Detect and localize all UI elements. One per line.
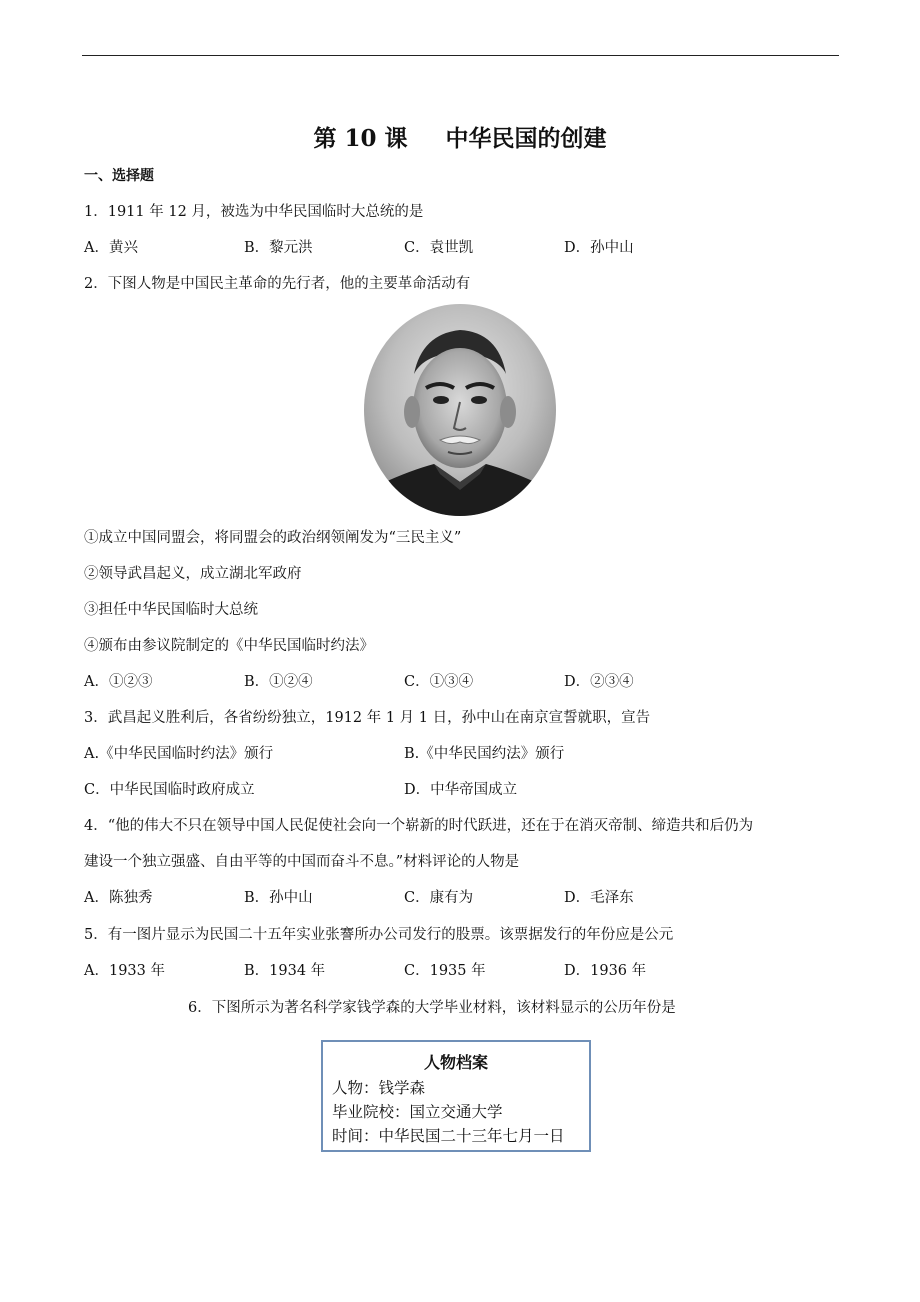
lesson-number: 第 10 课	[313, 125, 408, 152]
option-a: A．黄兴	[84, 240, 138, 256]
option-a: A.《中华民国临时约法》颁行	[84, 746, 274, 762]
question-6-stem: 6．下图所示为著名科学家钱学森的大学毕业材料，该材料显示的公历年份是	[188, 1000, 676, 1016]
question-3-stem: 3．武昌起义胜利后，各省纷纷独立，1912 年 1 月 1 日，孙中山在南京宣誓就职，宣告	[84, 710, 651, 726]
option-c: C．中华民国临时政府成立	[84, 782, 255, 798]
option-a: A．1933 年	[84, 963, 165, 979]
question-4-stem-line1: 4．“他的伟大不只在领导中国人民促使社会向一个崭新的时代跃进，还在于在消灭帝制、缔造共和后仍为	[84, 818, 754, 834]
option-d: D．中华帝国成立	[404, 782, 518, 798]
portrait-photo	[364, 304, 556, 516]
header-rule	[82, 55, 839, 56]
option-b: B．1934 年	[244, 963, 326, 979]
question-2-stem: 2．下图人物是中国民主革命的先行者，他的主要革命活动有	[84, 276, 471, 292]
card-time: 时间：中华民国二十三年七月一日	[332, 1127, 565, 1145]
card-school: 毕业院校：国立交通大学	[332, 1103, 503, 1121]
option-d: D．1936 年	[564, 963, 647, 979]
portrait-image	[364, 304, 556, 516]
question-2-item-4: ④颁布由参议院制定的《中华民国临时约法》	[84, 638, 374, 654]
option-c: C．①③④	[404, 674, 474, 690]
option-c: C．袁世凯	[404, 240, 474, 256]
lesson-name: 中华民国的创建	[445, 125, 607, 152]
section-heading: 一、选择题	[84, 168, 154, 184]
option-d: D．孙中山	[564, 240, 634, 256]
question-4-stem-line2: 建设一个独立强盛、自由平等的中国而奋斗不息。”材料评论的人物是	[84, 854, 520, 870]
option-b: B．①②④	[244, 674, 313, 690]
question-2-item-1: ①成立中国同盟会，将同盟会的政治纲领阐发为“三民主义”	[84, 530, 462, 546]
page-title	[0, 120, 920, 153]
option-b: B．黎元洪	[244, 240, 313, 256]
question-1-stem: 1．1911 年 12 月，被选为中华民国临时大总统的是	[84, 204, 424, 220]
question-2-item-2: ②领导武昌起义，成立湖北军政府	[84, 566, 302, 582]
card-title: 人物档案	[423, 1053, 488, 1072]
option-a: A．陈独秀	[84, 890, 153, 906]
option-d: D．②③④	[564, 674, 634, 690]
option-b: B．孙中山	[244, 890, 313, 906]
person-profile-card	[321, 1040, 591, 1152]
option-c: C．1935 年	[404, 963, 486, 979]
card-person: 人物：钱学森	[332, 1079, 426, 1097]
option-c: C．康有为	[404, 890, 474, 906]
question-2-item-3: ③担任中华民国临时大总统	[84, 602, 258, 618]
option-d: D．毛泽东	[564, 890, 634, 906]
option-b: B.《中华民国约法》颁行	[404, 746, 565, 762]
question-5-stem: 5．有一图片显示为民国二十五年实业张謇所办公司发行的股票。该票据发行的年份应是公元	[84, 927, 674, 943]
option-a: A．①②③	[84, 674, 153, 690]
